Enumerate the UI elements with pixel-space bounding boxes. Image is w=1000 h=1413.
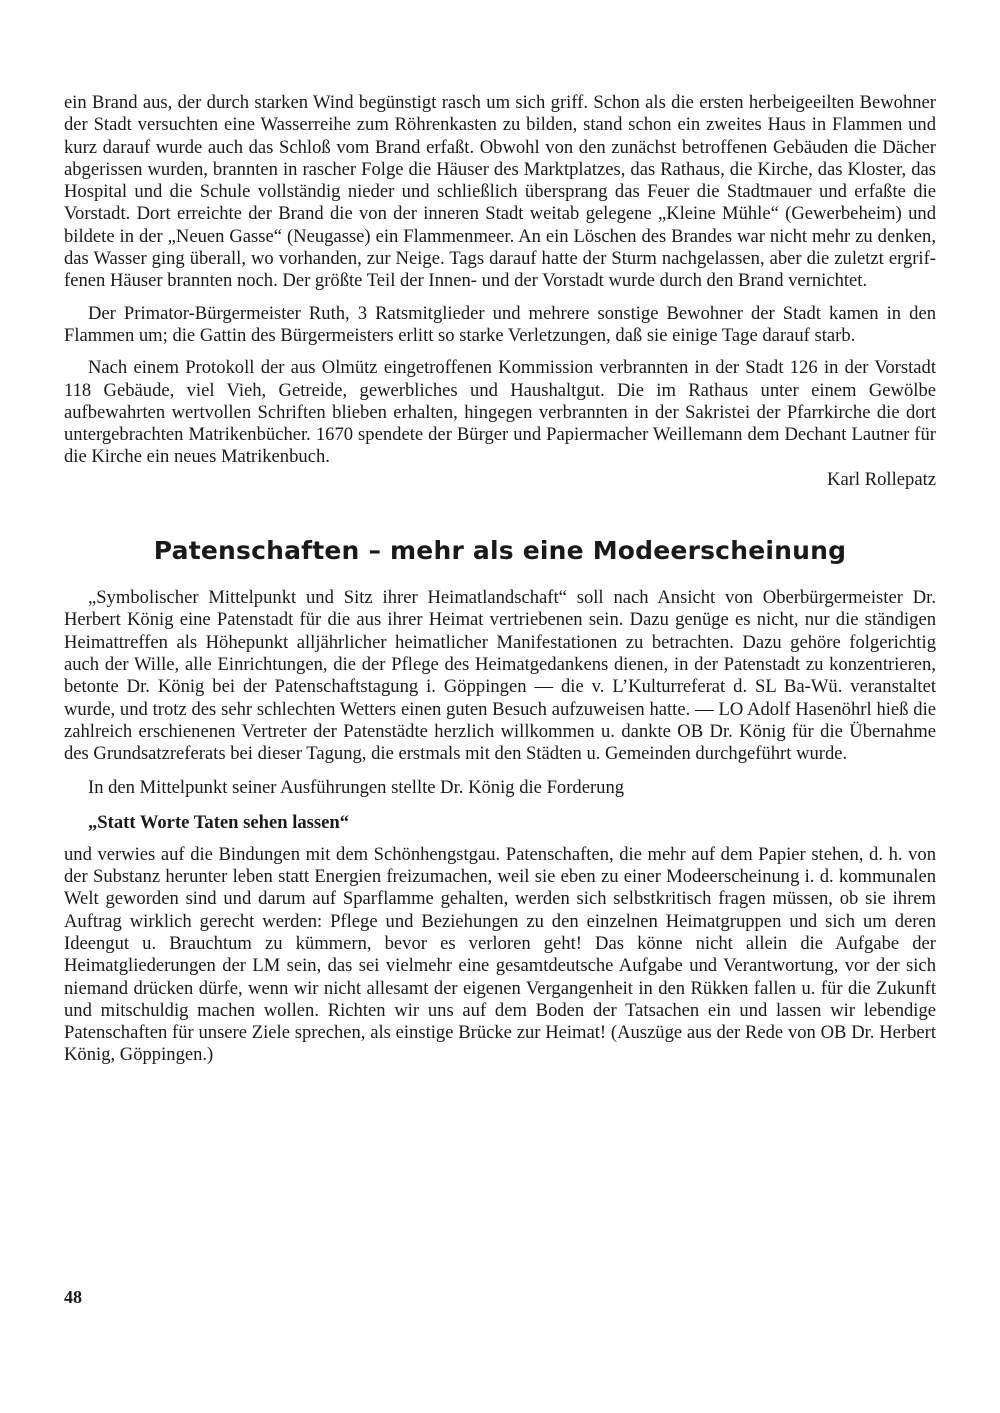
body-paragraph-fire-account: ein Brand aus, der durch starken Wind begünstigt rasch um sich griff. Schon als die ersten herbeigeeilten Bewohner der Stadt versuchten eine Wasserreihe zum Röhrenkasten zu bilden, stand schon ein zweites Haus in Flammen und kurz darauf wurde auch das Schloß vom Brand erfaßt. Obwohl von den zunächst betroffenen Gebäuden die Dächer abgerissen wurden, brannten in rascher Folge die Häuser des Marktplatzes, das Rathaus, die Kirche, das Kloster, das Hospital und die Schule vollständig nieder und schließlich übersprang das Feuer die Stadtmauer und erfaßte die Vorstadt. Dort erreichte der Brand die von der inneren Stadt weitab gelegene „Kleine Mühle“ (Gewerbeheim) und bildete in der „Neuen Gasse“ (Neugasse) ein Flammenmeer. An ein Löschen des Brandes war nicht mehr zu denken, das Wasser ging überall, wo vorhanden, zur Neige. Tags darauf hatte der Sturm nachgelassen, aber die zuletzt ergriffenen Häuser brannten noch. Der größte Teil der Innen- und der Vorstadt wurde durch den Brand vernichtet. [64,92,936,292]
author-signature: Karl Rollepatz [827,468,936,490]
article-title: Patenschaften – mehr als eine Modeerscheinung [153,536,847,566]
body-paragraph-speech: und verwies auf die Bindungen mit dem Schönhengstgau. Patenschaften, die mehr auf dem Papier stehen, d. h. von der Substanz herunter leben statt Energien freizumachen, weil sie eben zu einer Modeerscheinung i. d. kommunalen Welt geworden sind und darum auf Sparflamme gehalten, werden sich selbstkritisch fragen müssen, ob sie ihrem Auftrag wirklich gerecht werden: Pflege und Beziehungen zu den einzelnen Heimatgruppen und sich um deren Ideengut u. Brauchtum zu kümmern, bevor es verloren geht! Das könne nicht allein die Aufgabe der Heimatgliederungen der LM sein, das sei vielmehr eine gesamtdeutsche Aufgabe und Verantwortung, vor der sich niemand drücken dürfe, wenn wir nicht allesamt der eigenen Vergangenheit in den Rükken fallen u. für die Zukunft und mitschuldig machen wollen. Richten wir uns auf dem Boden der Tatsachen ein und lassen wir lebendige Patenschaften für unsere Ziele sprechen, als einstige Brücke zur Heimat! (Auszüge aus der Rede von OB Dr. Herbert König, Göppingen.) [64,843,936,1066]
body-paragraph-casualties: Der Primator-Bürgermeister Ruth, 3 Ratsmitglieder und mehrere sonstige Bewohner der Stadt kamen in den Flammen um; die Gattin des Bürgermeisters erlitt so starke Verletzungen, daß sie einige Tage darauf starb. [64,302,936,346]
quote-subheading: „Statt Worte Taten sehen lassen“ [88,811,350,833]
body-paragraph-protocol: Nach einem Protokoll der aus Olmütz eingetroffenen Kommission verbrannten in der Stadt 126 in der Vorstadt 118 Gebäude, viel Vieh, Getreide, gewerbliches und Haushaltgut. Die im Rathaus unter einem Gewölbe aufbewahrten wertvollen Schriften blieben erhalten, hingegen verbrannten in der Sakristei der Pfarrkirche die dort untergebrachten Matrikenbücher. 1670 spendete der Bürger und Papiermacher Weillemann dem Dechant Lautner für die Kirche ein neues Matrikenbuch. [64,357,936,468]
body-paragraph-demand: In den Mittelpunkt seiner Ausführungen stellte Dr. König die Forderung [88,777,625,799]
body-paragraph-patenschaft-intro: „Symbolischer Mittelpunkt und Sitz ihrer Heimatlandschaft“ soll nach Ansicht von Oberbürgermeister Dr. Herbert König eine Patenstadt für die aus ihrer Heimat vertriebenen sein. Dazu genüge es nicht, nur die ständigen Heimattreffen als Höhepunkt alljährlicher heimatlicher Manifestationen zu betrachten. Dazu gehöre folgerichtig auch der Wille, alle Einrichtungen, die der Pflege des Heimatgedankens dienen, in der Patenstadt zu konzentrieren, betonte Dr. König bei der Patenschaftstagung i. Göppingen — die v. L’Kulturreferat d. SL Ba-Wü. veranstaltet wurde, und trotz des sehr schlechten Wetters einen guten Besuch aufzuweisen hatte. — LO Adolf Hasenöhrl hieß die zahlreich erschienenen Vertreter der Patenstädte herzlich willkommen u. dankte OB Dr. König für die Übernahme des Grundsatzreferats bei dieser Tagung, die erstmals mit den Städten u. Gemeinden durchgeführt wurde. [64,587,936,765]
page-content [64,92,936,1067]
page-number: 48 [64,1287,82,1307]
